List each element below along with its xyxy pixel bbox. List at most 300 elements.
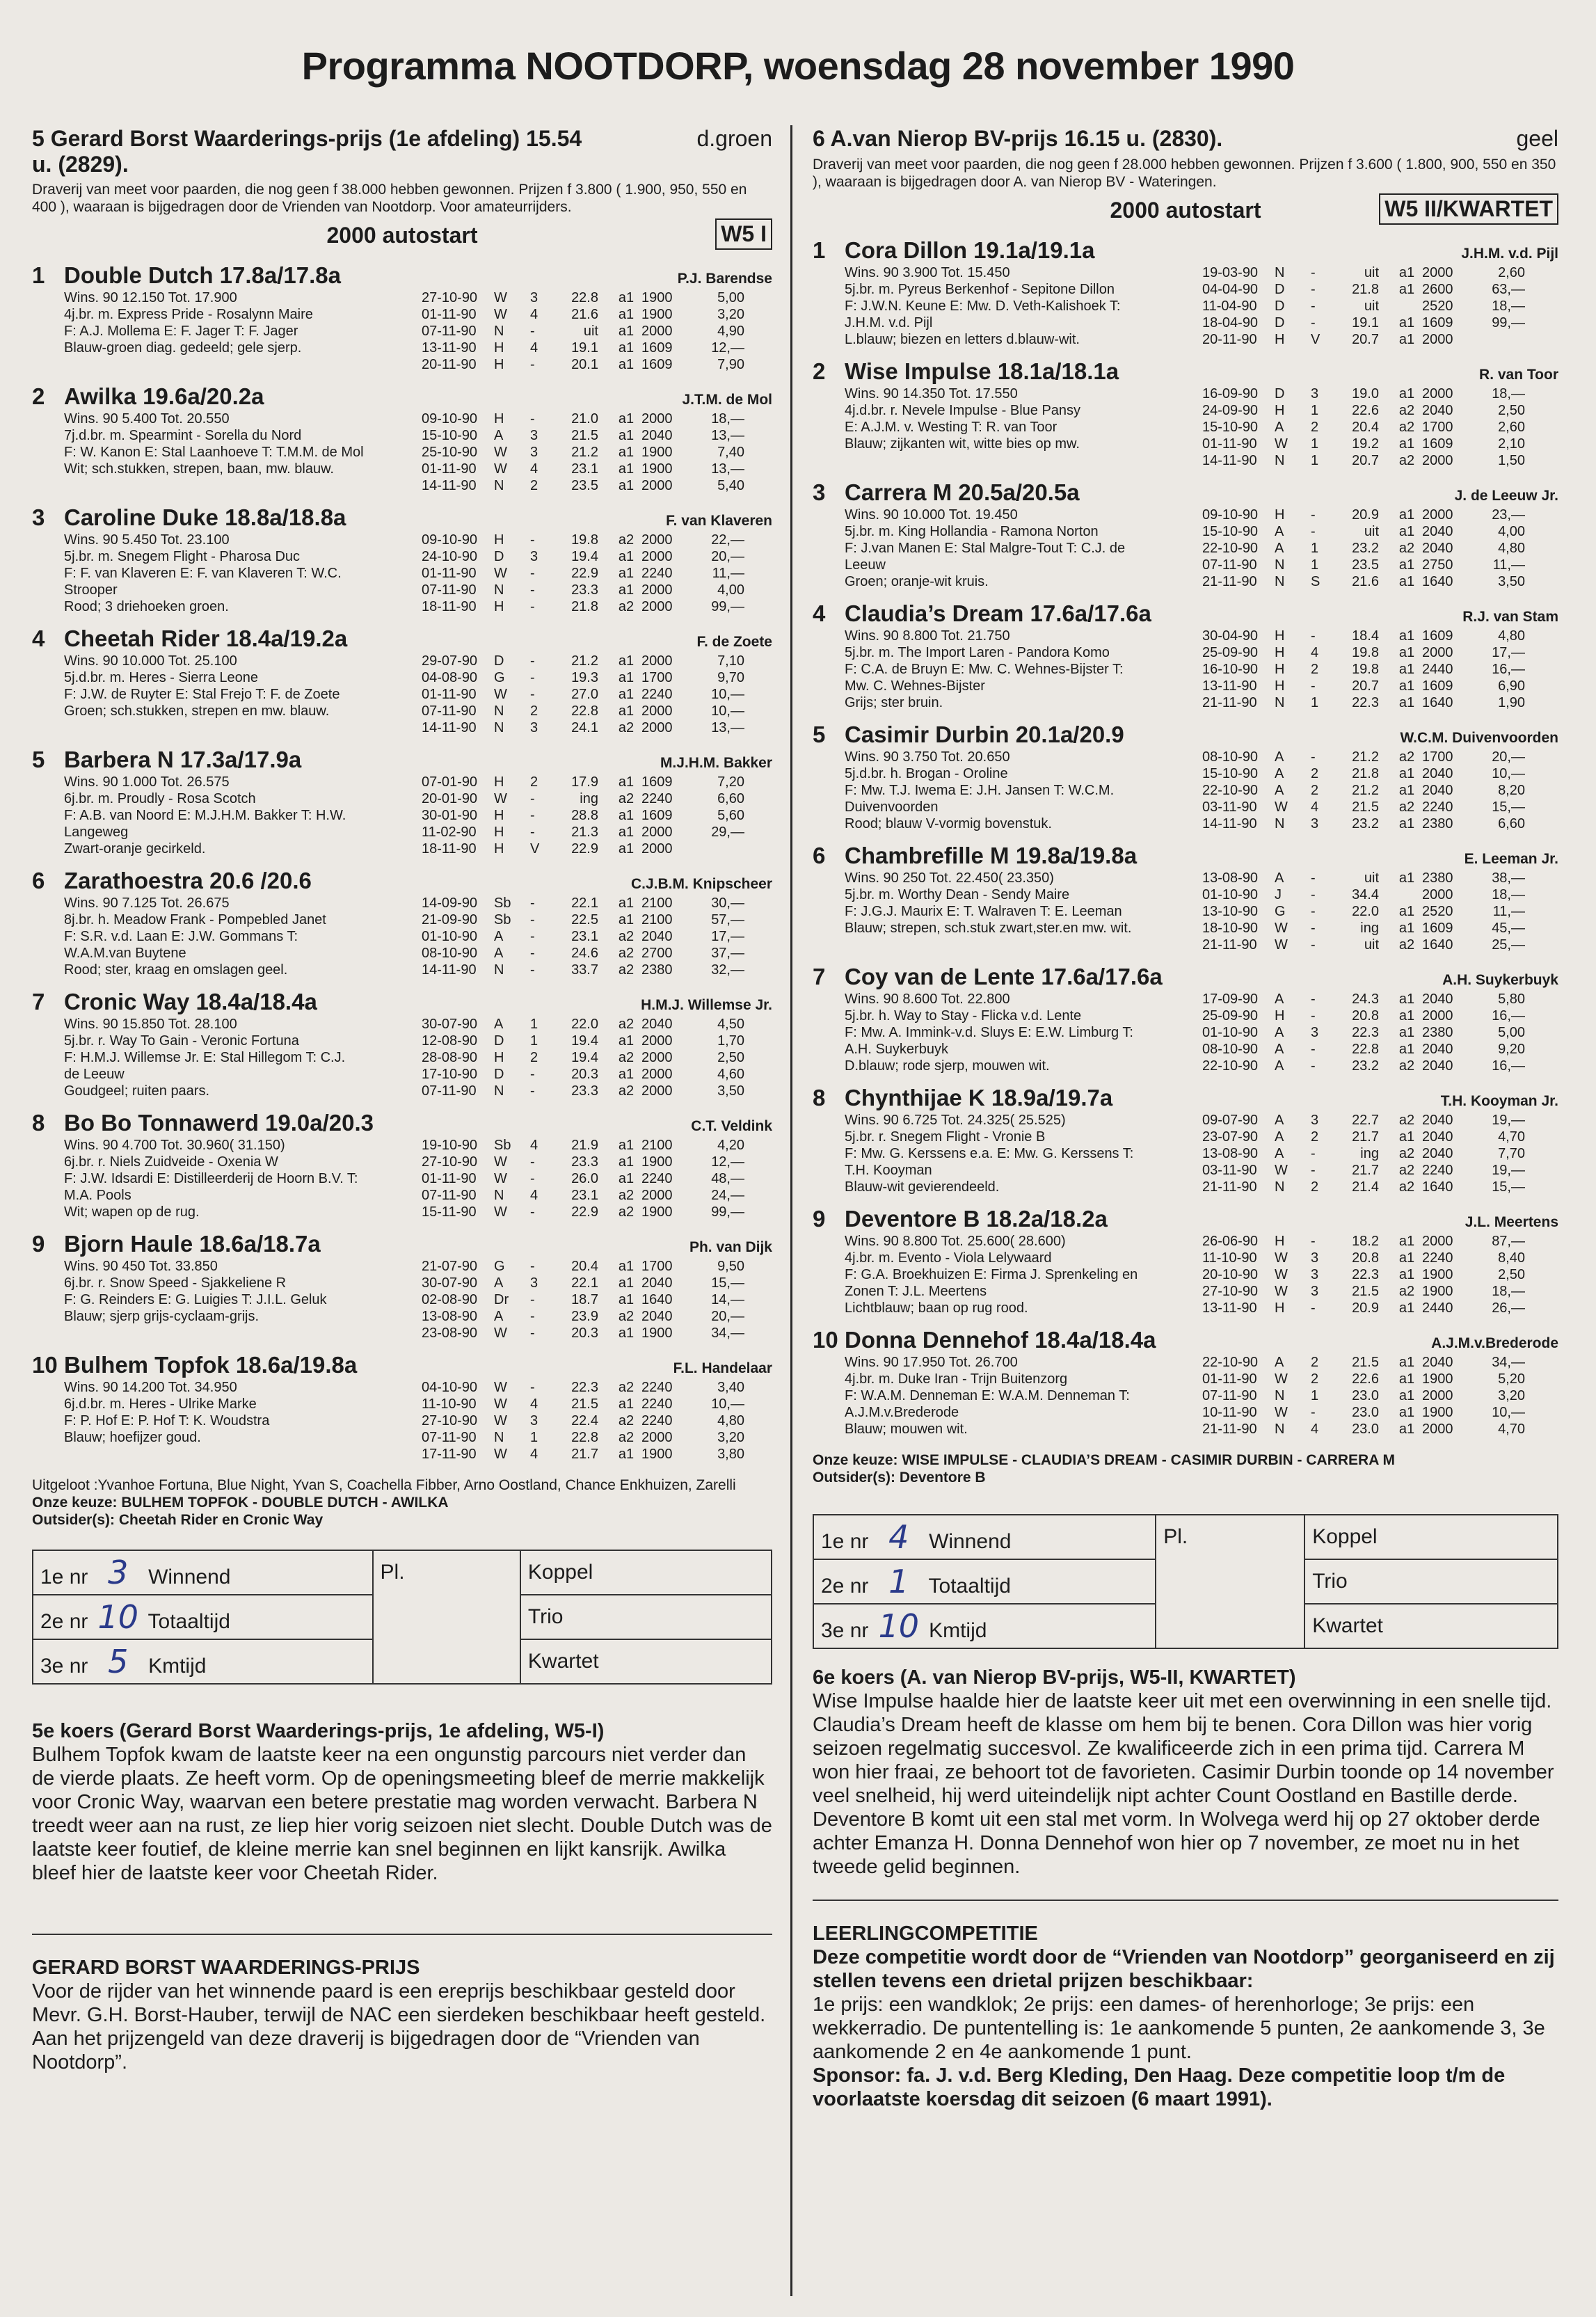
start-spacer xyxy=(1379,1179,1391,1195)
start-code: W xyxy=(1275,1405,1288,1420)
start-record xyxy=(422,444,772,461)
horse-info-line: Wins. 90 3.900 Tot. 15.450 xyxy=(845,265,1010,280)
start-date: 01-10-90 xyxy=(1202,887,1259,902)
start-prize: 5,00 xyxy=(717,290,744,305)
horse-entry xyxy=(32,625,772,736)
horse-info-line: D.blauw; rode sjerp, mouwen wit. xyxy=(845,1058,1050,1074)
start-time: 22.3 xyxy=(1352,1025,1379,1040)
horse-name-text: Bjorn Haule 18.6a/18.7a xyxy=(64,1231,321,1257)
handwritten-number: 4 xyxy=(888,1518,909,1556)
start-auto: a2 xyxy=(618,1380,635,1395)
start-pos: - xyxy=(1311,1300,1316,1316)
koppel-cell: Koppel xyxy=(1304,1515,1558,1559)
start-record xyxy=(1202,991,1558,1008)
start-date: 19-10-90 xyxy=(422,1138,478,1153)
start-spacer xyxy=(598,1016,611,1033)
start-prize: 4,20 xyxy=(717,1138,744,1153)
horse-info-line: J.H.M. v.d. Pijl xyxy=(845,315,933,331)
horse-body xyxy=(32,1137,772,1220)
horse-info-line: 5j.br. r. Snegem Flight - Vronie B xyxy=(845,1129,1046,1145)
start-prize: 20,— xyxy=(1492,749,1525,765)
column-divider xyxy=(790,125,792,2296)
recent-starts xyxy=(1202,1112,1558,1195)
start-date: 21-09-90 xyxy=(422,912,478,927)
start-auto: a1 xyxy=(618,324,635,339)
start-dist: 2000 xyxy=(1422,507,1453,523)
horse-header xyxy=(813,237,1558,264)
horse-name-text: Claudia’s Dream 17.6a/17.6a xyxy=(845,600,1151,626)
start-spacer xyxy=(1379,1371,1391,1387)
start-date: 20-11-90 xyxy=(1202,332,1257,347)
start-record xyxy=(1202,452,1558,469)
race-color: d.groen xyxy=(696,126,772,151)
horse-info xyxy=(813,385,1202,469)
horse-body xyxy=(813,1354,1558,1438)
start-pos: 2 xyxy=(1311,783,1319,798)
start-dist: 2000 xyxy=(1422,1008,1453,1024)
start-spacer xyxy=(1379,694,1391,711)
start-auto: a1 xyxy=(618,549,635,564)
start-time: 22.0 xyxy=(1352,904,1379,919)
start-pos: 3 xyxy=(530,445,538,460)
race-6-column xyxy=(813,125,1558,2111)
horse-info xyxy=(813,1354,1202,1438)
driver-name: P.J. Barendse xyxy=(677,271,772,287)
start-auto: a1 xyxy=(1398,524,1415,539)
start-prize: 26,— xyxy=(1492,1300,1525,1316)
horse-entry xyxy=(813,963,1558,1074)
start-dist: 2000 xyxy=(641,582,673,598)
start-auto: a1 xyxy=(1398,645,1415,660)
horse-header xyxy=(32,1109,772,1137)
start-spacer xyxy=(598,477,611,494)
start-code: Sb xyxy=(494,912,511,927)
handwritten-number: 1 xyxy=(888,1563,909,1600)
start-time: uit xyxy=(1364,524,1379,539)
horse-info-line: 4j.br. m. Duke Iran - Trijn Buitenzorg xyxy=(845,1371,1068,1387)
horse-info-line: Wins. 90 10.000 Tot. 19.450 xyxy=(845,507,1018,523)
start-time: 21.5 xyxy=(1352,1355,1379,1370)
start-time: 23.0 xyxy=(1352,1388,1379,1403)
start-auto: a2 xyxy=(1398,1058,1415,1074)
start-pos: - xyxy=(530,1204,535,1220)
start-time: 28.8 xyxy=(571,808,598,823)
start-pos: 2 xyxy=(1311,1179,1319,1195)
start-date: 08-10-90 xyxy=(1202,749,1259,765)
start-dist: 2750 xyxy=(1422,557,1453,573)
start-record xyxy=(422,1291,772,1308)
horse-info-line: Duivenvoorden xyxy=(845,799,939,815)
driver-name: E. Leeman Jr. xyxy=(1464,851,1558,867)
start-auto: a2 xyxy=(618,946,635,961)
start-prize: 20,— xyxy=(711,549,744,564)
start-spacer xyxy=(598,945,611,962)
horse-info-line: Blauw; hoefijzer goud. xyxy=(64,1430,201,1445)
horse-name xyxy=(32,1109,374,1137)
start-pos: - xyxy=(1311,921,1316,936)
start-dist: 2000 xyxy=(641,478,673,493)
start-spacer xyxy=(1379,1008,1391,1024)
start-prize: 16,— xyxy=(1492,1058,1525,1074)
start-spacer xyxy=(598,686,611,703)
start-pos: 3 xyxy=(1311,1267,1319,1282)
driver-name: J.H.M. v.d. Pijl xyxy=(1461,246,1558,262)
horse-info-line: F: W.A.M. Denneman E: W.A.M. Denneman T: xyxy=(845,1388,1130,1403)
start-prize: 10,— xyxy=(711,1396,744,1412)
start-date: 21-11-90 xyxy=(1202,574,1257,589)
start-date: 20-10-90 xyxy=(1202,1267,1259,1282)
start-pos: - xyxy=(530,1309,535,1324)
start-dist: 1640 xyxy=(1422,937,1453,953)
start-time: 19.1 xyxy=(571,340,598,356)
horse-entry xyxy=(813,237,1558,348)
start-pos: - xyxy=(530,411,535,427)
separator xyxy=(813,1900,1558,1901)
start-auto: a1 xyxy=(1398,386,1415,401)
horse-info-line: 5j.d.br. m. Heres - Sierra Leone xyxy=(64,670,259,685)
horse-info-line: Wins. 90 6.725 Tot. 24.325( 25.525) xyxy=(845,1113,1066,1128)
start-pos: 4 xyxy=(1311,645,1319,660)
horse-info-line: F: A.B. van Noord E: M.J.H.M. Bakker T: H.W. xyxy=(64,808,346,823)
horse-body xyxy=(813,628,1558,711)
start-date: 25-10-90 xyxy=(422,445,478,460)
start-code: A xyxy=(1275,749,1284,765)
start-date: 01-11-90 xyxy=(422,1171,477,1186)
start-record xyxy=(422,427,772,444)
start-prize: 18,— xyxy=(1492,887,1525,902)
start-prize: 3,20 xyxy=(717,307,744,322)
start-spacer xyxy=(598,824,611,841)
result-label: 1e nr xyxy=(40,1566,88,1589)
horse-info-line: Grijs; ster bruin. xyxy=(845,695,943,710)
start-date: 03-11-90 xyxy=(1202,799,1257,815)
start-code: G xyxy=(1275,904,1286,919)
start-record xyxy=(422,582,772,598)
start-spacer xyxy=(1379,1233,1391,1250)
start-prize: 17,— xyxy=(1492,645,1525,660)
start-record xyxy=(1202,886,1558,903)
start-code: N xyxy=(494,324,504,339)
start-date: 18-11-90 xyxy=(422,599,477,614)
start-record xyxy=(1202,765,1558,782)
horse-body xyxy=(813,870,1558,953)
driver-name: J. de Leeuw Jr. xyxy=(1454,488,1558,504)
start-dist: 2040 xyxy=(1422,1042,1453,1057)
start-date: 22-10-90 xyxy=(1202,541,1259,556)
horse-info-line: 8j.br. h. Meadow Frank - Pompebled Janet xyxy=(64,912,326,927)
start-auto: a1 xyxy=(618,1259,635,1274)
horse-entry xyxy=(32,1230,772,1341)
start-pos: V xyxy=(1311,332,1320,347)
start-prize: 2,60 xyxy=(1498,420,1525,435)
start-spacer xyxy=(598,703,611,719)
start-prize xyxy=(1467,331,1525,348)
result-label: 3e nr xyxy=(40,1655,88,1678)
start-date: 10-11-90 xyxy=(1202,1405,1257,1420)
horse-info xyxy=(813,991,1202,1074)
page-title: Programma NOOTDORP, woensdag 28 november 1990 xyxy=(301,44,1295,88)
start-pos: - xyxy=(1311,678,1316,694)
start-spacer xyxy=(598,532,611,548)
driver-name: R.J. van Stam xyxy=(1462,609,1558,625)
horse-number: 8 xyxy=(813,1085,826,1110)
start-date: 13-10-90 xyxy=(1202,904,1259,919)
start-code: H xyxy=(1275,678,1285,694)
start-record xyxy=(422,824,772,841)
start-pos: 1 xyxy=(1311,403,1319,418)
start-time: 20.4 xyxy=(571,1259,598,1274)
start-date: 17-09-90 xyxy=(1202,992,1259,1007)
start-code: N xyxy=(1275,1388,1285,1403)
start-time: 20.3 xyxy=(571,1067,598,1082)
start-date: 21-11-90 xyxy=(1202,937,1257,953)
recent-starts xyxy=(1202,264,1558,348)
start-prize: 11,— xyxy=(1492,557,1525,573)
gb-section xyxy=(32,1956,772,2074)
start-dist: 2040 xyxy=(641,1275,673,1291)
start-pos: 2 xyxy=(1311,662,1319,677)
start-record xyxy=(422,532,772,548)
start-record xyxy=(422,1275,772,1291)
race-color: geel xyxy=(1516,126,1558,151)
start-spacer xyxy=(1379,628,1391,644)
start-spacer xyxy=(1379,765,1391,782)
start-time: 24.6 xyxy=(571,946,598,961)
start-pos: 4 xyxy=(530,461,538,477)
horse-info-line: Blauw; sjerp grijs-cyclaam-grijs. xyxy=(64,1309,260,1324)
horse-header xyxy=(813,1326,1558,1354)
start-auto: a1 xyxy=(618,841,635,857)
start-record xyxy=(422,1204,772,1220)
recent-starts xyxy=(422,532,772,615)
start-pos: 4 xyxy=(530,1138,538,1153)
horse-header xyxy=(32,867,772,895)
recent-starts xyxy=(422,895,772,978)
horse-info-line: Wins. 90 7.125 Tot. 26.675 xyxy=(64,895,230,911)
start-date: 07-11-90 xyxy=(422,1430,477,1445)
start-date: 11-02-90 xyxy=(422,825,477,840)
start-record xyxy=(1202,1250,1558,1266)
start-time: 23.3 xyxy=(571,582,598,598)
start-time: 23.2 xyxy=(1352,816,1379,831)
horse-info-line: 5j.br. m. Worthy Dean - Sendy Maire xyxy=(845,887,1070,902)
start-spacer xyxy=(598,841,611,857)
start-spacer xyxy=(1379,540,1391,557)
start-auto: a2 xyxy=(1398,403,1415,418)
start-prize: 5,60 xyxy=(717,808,744,823)
start-spacer xyxy=(1379,523,1391,540)
start-prize: 8,40 xyxy=(1498,1250,1525,1266)
start-dist: 2100 xyxy=(641,1138,673,1153)
start-record xyxy=(1202,436,1558,452)
start-auto: a1 xyxy=(1398,282,1415,297)
start-date: 14-11-90 xyxy=(1202,453,1257,468)
start-auto: a1 xyxy=(618,808,635,823)
race-description: Draverij van meet voor paarden, die nog geen f 28.000 hebben gewonnen. Prijzen f 3.600 ( 1.800, 900, 550 en 350 ), waaraan is bijgedragen door A. van Nierop BV - Wateringen. xyxy=(813,157,1556,190)
start-dist: 2040 xyxy=(1422,1058,1453,1074)
start-code: W xyxy=(494,461,507,477)
start-prize: 3,50 xyxy=(1498,574,1525,589)
start-dist: 2520 xyxy=(1422,298,1453,314)
start-code: N xyxy=(494,1430,504,1445)
horse-info-line: M.A. Pools xyxy=(64,1188,131,1203)
start-time: 23.3 xyxy=(571,1083,598,1099)
horse-header xyxy=(32,262,772,289)
start-record xyxy=(422,1396,772,1412)
start-prize: 4,60 xyxy=(717,1067,744,1082)
start-record xyxy=(422,356,772,373)
result-type: Kmtijd xyxy=(929,1619,987,1642)
start-pos: S xyxy=(1311,574,1320,589)
start-record xyxy=(1202,1404,1558,1421)
horse-info xyxy=(32,1016,422,1099)
start-record xyxy=(1202,799,1558,815)
koppel-cell: Koppel xyxy=(520,1550,772,1595)
horse-info-line: 5j.br. m. The Import Laren - Pandora Komo xyxy=(845,645,1110,660)
start-auto: a1 xyxy=(1398,1388,1415,1403)
start-spacer xyxy=(598,669,611,686)
start-date: 13-11-90 xyxy=(1202,1300,1257,1316)
start-spacer xyxy=(598,1154,611,1170)
start-pos: 1 xyxy=(530,1033,538,1049)
start-dist: 2380 xyxy=(1422,870,1453,886)
start-code: H xyxy=(1275,403,1285,418)
horse-info xyxy=(813,749,1202,832)
start-dist: 1609 xyxy=(641,357,673,372)
horse-number: 4 xyxy=(813,600,826,626)
start-auto: a1 xyxy=(1398,557,1415,573)
start-time: 20.4 xyxy=(1352,420,1379,435)
start-code: W xyxy=(494,687,507,702)
leerling-prizes: 1e prijs: een wandklok; 2e prijs: een dames- of herenhorloge; 3e prijs: een wekkerradio. De puntentelling is: 1e aankomende 5 punten, 2e aankomende 3, 3e aankomende 2 en 4e aankomende 1 punt. xyxy=(813,1993,1545,2063)
result-label: 1e nr xyxy=(821,1530,869,1553)
start-type: 2000 autostart xyxy=(1110,198,1261,223)
start-code: W xyxy=(1275,1250,1288,1266)
start-dist: 2240 xyxy=(1422,799,1453,815)
start-auto: a1 xyxy=(618,1396,635,1412)
start-auto: a1 xyxy=(1398,265,1415,280)
start-date: 07-11-90 xyxy=(422,1083,477,1099)
start-dist: 2000 xyxy=(641,1430,673,1445)
start-code: N xyxy=(1275,816,1285,831)
race-header xyxy=(32,125,772,152)
start-prize: 2,50 xyxy=(1498,403,1525,418)
start-prize: 11,— xyxy=(712,566,744,581)
start-auto xyxy=(1391,886,1422,903)
start-prize: 18,— xyxy=(711,411,744,427)
start-auto: a1 xyxy=(618,1138,635,1153)
keuze: WISE IMPULSE - CLAUDIA’S DREAM - CASIMIR DURBIN - CARRERA M xyxy=(902,1452,1395,1468)
driver-name: J.L. Meertens xyxy=(1465,1214,1558,1230)
start-prize: 13,— xyxy=(711,428,744,443)
start-prize: 45,— xyxy=(1492,921,1525,936)
start-code: W xyxy=(1275,436,1288,452)
start-time: 18.4 xyxy=(1352,628,1379,644)
horse-name xyxy=(32,262,341,289)
start-dist: 1609 xyxy=(1422,678,1453,694)
start-date: 13-08-90 xyxy=(1202,1146,1259,1161)
horse-name-text: Casimir Durbin 20.1a/20.9 xyxy=(845,722,1124,747)
start-prize: 7,20 xyxy=(717,774,744,790)
start-pos: - xyxy=(1311,1042,1316,1057)
horse-name-text: Barbera N 17.3a/17.9a xyxy=(64,747,302,772)
horse-info-line: Mw. C. Wehnes-Bijster xyxy=(845,678,985,694)
start-auto: a2 xyxy=(618,599,635,614)
start-code: N xyxy=(1275,695,1285,710)
start-dist: 2040 xyxy=(641,1017,673,1032)
result-label: 2e nr xyxy=(40,1610,88,1633)
start-pos: 3 xyxy=(530,428,538,443)
start-prize: 4,80 xyxy=(1498,541,1525,556)
start-type: 2000 autostart xyxy=(326,223,478,248)
start-date: 21-11-90 xyxy=(1202,695,1257,710)
start-dist: 2000 xyxy=(641,532,673,548)
start-code: W xyxy=(1275,1267,1288,1282)
start-date: 11-10-90 xyxy=(422,1396,477,1412)
start-prize: 4,90 xyxy=(717,324,744,339)
start-time: 18.7 xyxy=(571,1292,598,1307)
start-time: 20.8 xyxy=(1352,1008,1379,1024)
start-auto: a1 xyxy=(1398,816,1415,831)
horse-name xyxy=(813,1084,1112,1112)
horse-name-text: Bo Bo Tonnawerd 19.0a/20.3 xyxy=(64,1110,374,1136)
start-auto: a1 xyxy=(618,912,635,927)
horse-number: 8 xyxy=(32,1110,45,1136)
start-pos: 2 xyxy=(1311,1371,1319,1387)
start-date: 27-10-90 xyxy=(422,1413,478,1428)
start-code: H xyxy=(1275,507,1285,523)
start-time: 21.8 xyxy=(1352,282,1379,297)
horse-body xyxy=(32,289,772,373)
start-code: W xyxy=(494,1171,507,1186)
start-spacer xyxy=(1379,402,1391,419)
horse-info xyxy=(32,774,422,857)
start-row xyxy=(813,193,1558,227)
start-dist: 1640 xyxy=(1422,1179,1453,1195)
start-record xyxy=(422,565,772,582)
start-dist: 2000 xyxy=(1422,1422,1453,1437)
horse-info-line: Wins. 90 5.450 Tot. 23.100 xyxy=(64,532,230,548)
horse-body xyxy=(813,1233,1558,1316)
start-spacer xyxy=(1379,281,1391,298)
start-time: 26.0 xyxy=(571,1171,598,1186)
start-auto: a2 xyxy=(1398,749,1415,765)
start-date: 11-10-90 xyxy=(1202,1250,1257,1266)
horse-name-text: Cora Dillon 19.1a/19.1a xyxy=(845,237,1095,263)
horse-name xyxy=(813,1205,1108,1233)
recent-starts xyxy=(422,1016,772,1099)
horse-header xyxy=(32,625,772,653)
start-auto: a2 xyxy=(1398,1163,1415,1178)
result-label: 2e nr xyxy=(821,1575,869,1598)
commentary xyxy=(813,1666,1558,1879)
start-date: 15-10-90 xyxy=(422,428,478,443)
horse-info-line: 4j.br. m. Express Pride - Rosalynn Maire xyxy=(64,307,313,322)
start-date: 04-04-90 xyxy=(1202,282,1259,297)
start-spacer xyxy=(598,565,611,582)
start-date: 23-07-90 xyxy=(1202,1129,1259,1145)
start-dist: 2380 xyxy=(1422,1025,1453,1040)
start-code: A xyxy=(1275,766,1284,781)
start-record xyxy=(1202,1129,1558,1145)
start-code: W xyxy=(1275,1163,1288,1178)
start-auto: a1 xyxy=(618,1447,635,1462)
start-auto: a2 xyxy=(618,1430,635,1445)
start-date: 07-11-90 xyxy=(422,703,477,719)
start-dist: 1900 xyxy=(641,461,673,477)
horse-header xyxy=(813,721,1558,749)
start-spacer xyxy=(598,962,611,978)
